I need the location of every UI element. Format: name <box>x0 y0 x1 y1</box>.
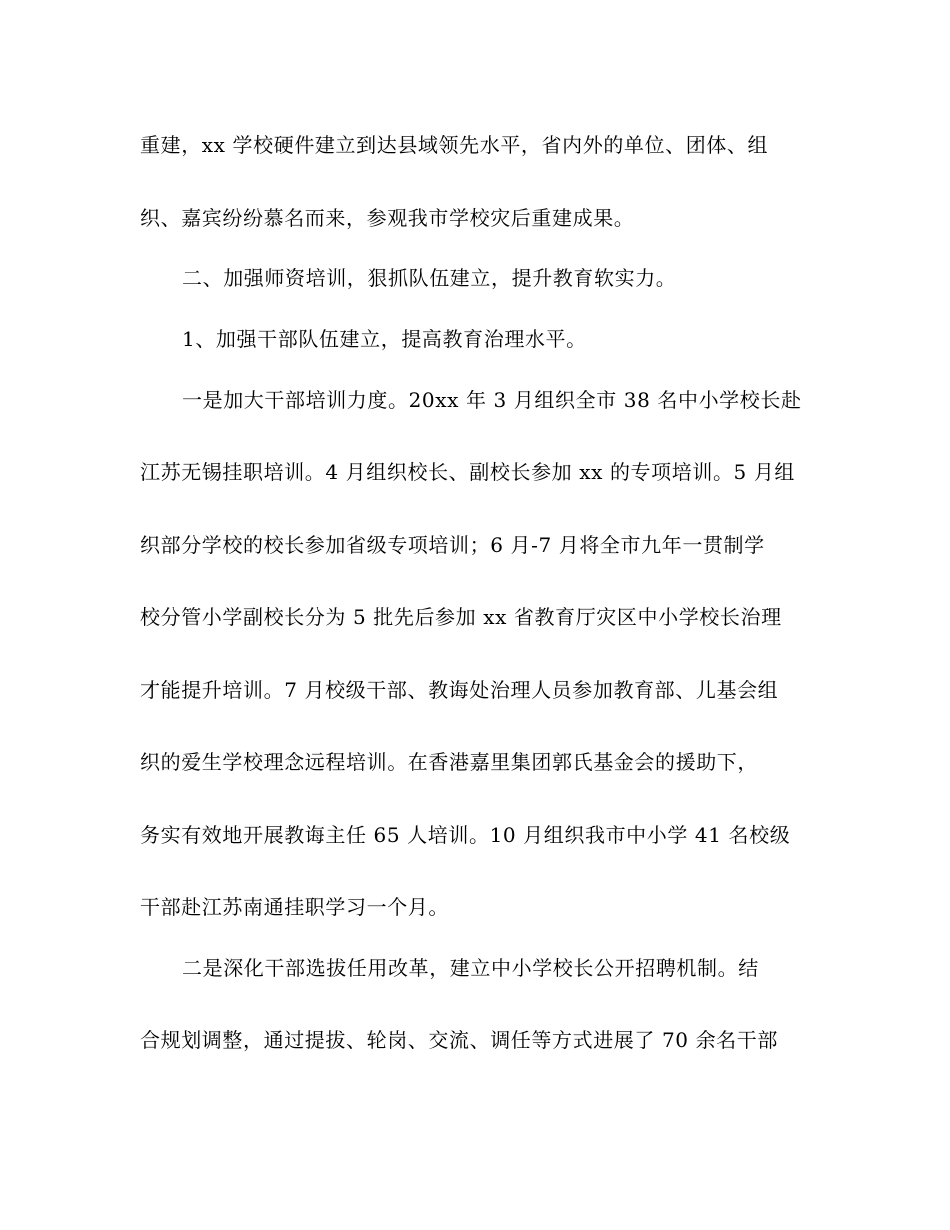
body-text-line: 织部分学校的校长参加省级专项培训；6 月-7 月将全市九年一贯制学 <box>140 533 765 557</box>
body-text-line: 合规划调整，通过提拔、轮岗、交流、调任等方式进展了 70 余名干部 <box>140 1028 778 1052</box>
body-text-line: 务实有效地开展教诲主任 65 人培训。10 月组织我市中小学 41 名校级 <box>140 823 791 847</box>
body-text-line: 校分管小学副校长分为 5 批先后参加 xx 省教育厅灾区中小学校长治理 <box>140 605 782 629</box>
section-heading: 二、加强师资培训，狠抓队伍建立，提升教育软实力。 <box>182 266 677 290</box>
body-text-line: 干部赴江苏南通挂职学习一个月。 <box>140 895 449 919</box>
body-text-line: 织、嘉宾纷纷慕名而来，参观我市学校灾后重建成果。 <box>140 206 635 230</box>
subsection-heading: 1、加强干部队伍建立，提高教育治理水平。 <box>182 327 587 351</box>
paragraph-first-line: 一是加大干部培训力度。20xx 年 3 月组织全市 38 名中小学校长赴 <box>182 388 802 412</box>
body-text-line: 江苏无锡挂职培训。4 月组织校长、副校长参加 xx 的专项培训。5 月组 <box>140 460 796 484</box>
body-text-line: 才能提升培训。7 月校级干部、教诲处治理人员参加教育部、儿基会组 <box>140 678 779 702</box>
body-text-line: 重建，xx 学校硬件建立到达县域领先水平，省内外的单位、团体、组 <box>140 133 769 157</box>
paragraph-first-line: 二是深化干部选拔任用改革，建立中小学校长公开招聘机制。结 <box>182 956 759 980</box>
body-text-line: 织的爱生学校理念远程培训。在香港嘉里集团郭氏基金会的援助下， <box>140 750 758 774</box>
